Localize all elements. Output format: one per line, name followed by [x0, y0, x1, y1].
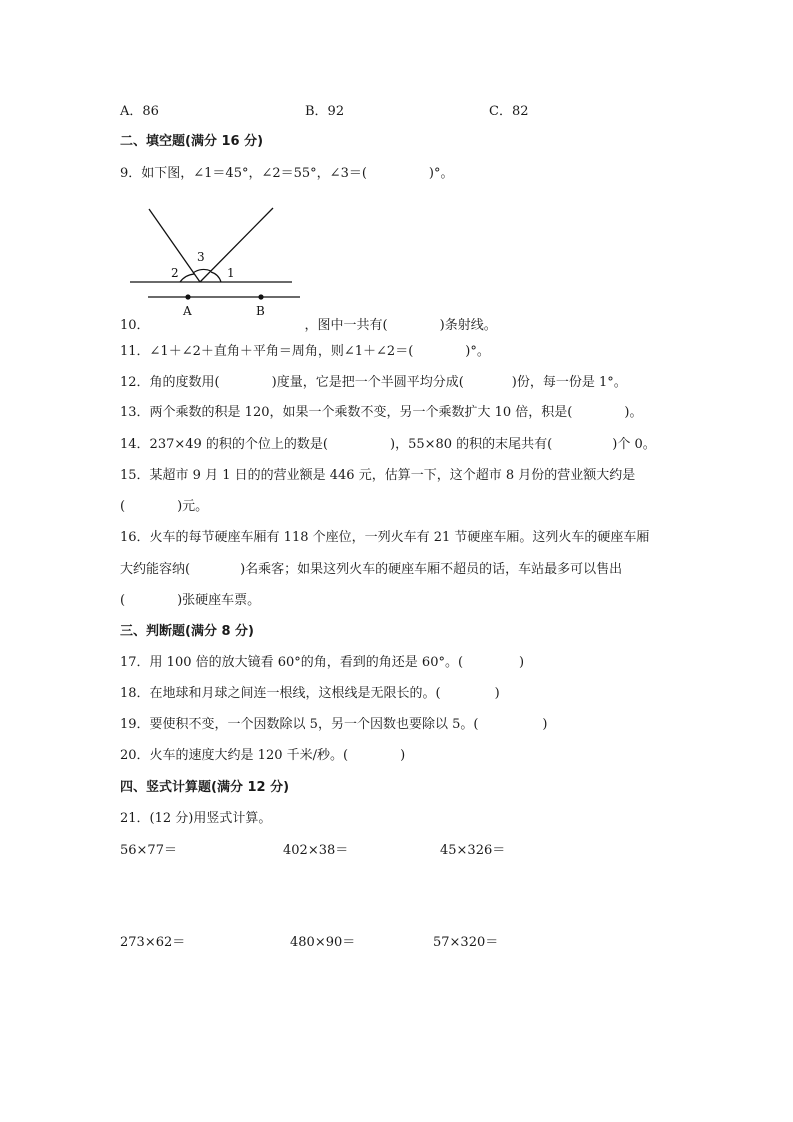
question-13: [120, 405, 642, 421]
arc-angle-3: [193, 269, 211, 273]
q12-prefix: 12．角的度数用(: [120, 375, 220, 390]
label-angle-3: 3: [197, 250, 205, 264]
q18-prefix: 18．在地球和月球之间连一根线，这根线是无限长的。(: [120, 686, 441, 701]
angle-figure: [120, 200, 310, 320]
q14-mid: )，55×80 的积的末尾共有(: [390, 437, 553, 452]
q16-line2-suffix: )名乘客；如果这列火车的硬座车厢不超员的话，车站最多可以售出: [240, 562, 623, 577]
q19-prefix: 19．要使积不变，一个因数除以 5，另一个因数也要除以 5。(: [120, 717, 479, 732]
section-4-title: 四、竖式计算题(满分 12 分): [120, 780, 290, 795]
label-b: B: [256, 304, 265, 318]
option-b: B．92: [305, 104, 345, 119]
q16-line3-suffix: )张硬座车票。: [177, 593, 261, 608]
point-a: [185, 294, 190, 299]
q13-prefix: 13．两个乘数的积是 120，如果一个乘数不变，另一个乘数扩大 10 倍，积是(: [120, 405, 573, 420]
question-9: [120, 166, 454, 182]
q9-prefix: 9．如下图，∠1＝45°，∠2＝55°，∠3＝(: [120, 166, 367, 181]
q17-prefix: 17．用 100 倍的放大镜看 60°的角，看到的角还是 60°。(: [120, 655, 464, 670]
q14-suffix: )个 0。: [612, 437, 656, 452]
q12-suffix: )份，每一份是 1°。: [511, 375, 627, 390]
section-3-title: 三、判断题(满分 8 分): [120, 624, 254, 639]
q15-open: (: [120, 499, 126, 514]
question-21-stem: 21．(12 分)用竖式计算。: [120, 811, 272, 826]
option-c: C．82: [489, 104, 529, 119]
q19-suffix: ): [542, 717, 548, 732]
question-20: [120, 748, 405, 764]
q17-suffix: ): [519, 655, 525, 670]
q10-suffix: )条射线。: [439, 318, 497, 333]
question-19: [120, 717, 548, 733]
question-15-line-2: [120, 499, 208, 515]
question-16-line-1: 16．火车的每节硬座车厢有 118 个座位，一列火车有 21 节硬座车厢。这列火车的硬座车厢: [120, 530, 650, 545]
option-a: A．86: [120, 104, 159, 119]
q13-suffix: )。: [624, 405, 643, 420]
q15-suffix: )元。: [177, 499, 209, 514]
q11-prefix: 11．∠1＋∠2＋直角＋平角＝周角，则∠1＋∠2＝(: [120, 344, 414, 359]
calc-item: 57×320＝: [433, 935, 499, 950]
arc-angle-2: [180, 274, 194, 282]
question-15-line-1: 15．某超市 9 月 1 日的的营业额是 446 元，估算一下，这个超市 8 月份的营业额大约是: [120, 468, 636, 483]
question-12: [120, 375, 627, 391]
calc-item: 273×62＝: [120, 935, 186, 950]
calc-item: 480×90＝: [290, 935, 356, 950]
question-16-line-3: [120, 593, 260, 609]
q12-mid: )度量，它是把一个半圆平均分成(: [271, 375, 464, 390]
point-b: [258, 294, 263, 299]
q11-suffix: )°。: [465, 344, 490, 359]
question-10: [120, 318, 497, 334]
calc-item: 56×77＝: [120, 843, 177, 858]
label-a: A: [183, 304, 192, 318]
q10-num: 10．: [120, 318, 150, 333]
q10-rest: ，图中一共有(: [304, 318, 388, 333]
question-11: [120, 344, 490, 360]
question-16-line-2: [120, 562, 622, 578]
question-17: [120, 655, 524, 671]
calc-item: 45×326＝: [440, 843, 506, 858]
q14-prefix: 14．237×49 的积的个位上的数是(: [120, 437, 328, 452]
label-angle-2: 2: [171, 266, 179, 280]
arc-angle-1: [211, 272, 221, 282]
q9-suffix: )°。: [428, 166, 454, 181]
section-2-title: 二、填空题(满分 16 分): [120, 134, 264, 149]
calc-item: 402×38＝: [283, 843, 349, 858]
label-angle-1: 1: [227, 266, 235, 280]
question-14: [120, 437, 656, 453]
q18-suffix: ): [494, 686, 500, 701]
q16-line2-prefix: 大约能容纳(: [120, 562, 191, 577]
q20-prefix: 20．火车的速度大约是 120 千米/秒。(: [120, 748, 349, 763]
question-18: [120, 686, 500, 702]
q16-line3-open: (: [120, 593, 126, 608]
q20-suffix: ): [400, 748, 406, 763]
